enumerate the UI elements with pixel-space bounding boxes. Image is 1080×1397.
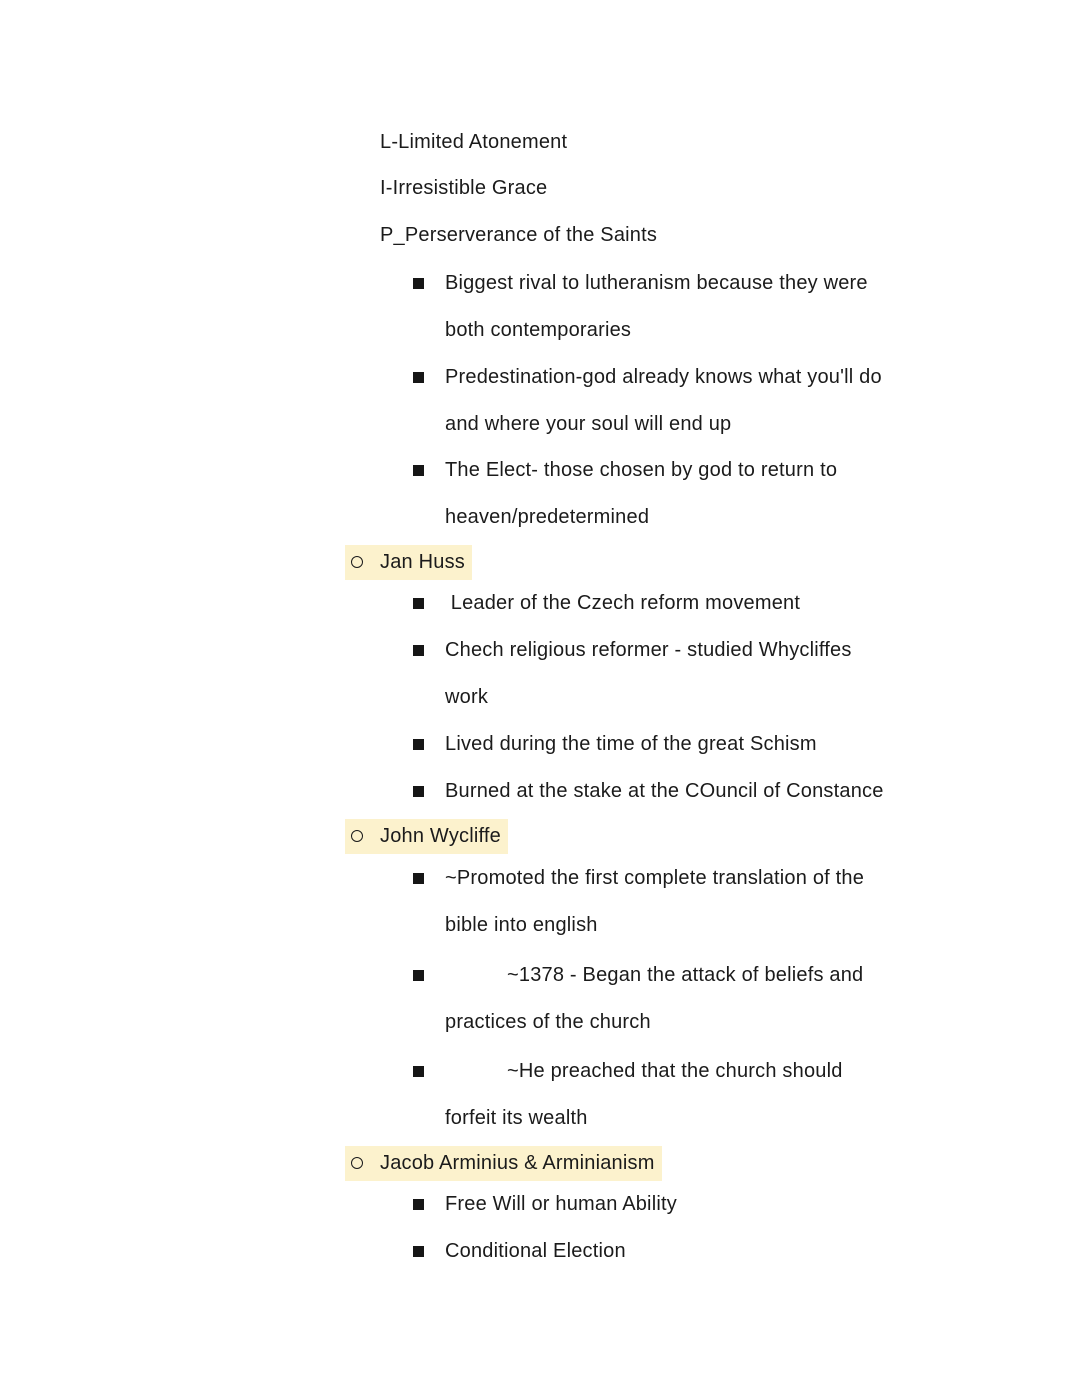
list-line-continuation [445, 682, 488, 712]
line-text: ~1378 - Began the attack of beliefs and [507, 963, 864, 986]
heading-john-wycliffe [345, 821, 508, 851]
list-line [413, 960, 863, 990]
list-line-perserverance [380, 220, 657, 250]
list-line-limited-atonement [380, 127, 567, 157]
line-text: ~Promoted the first complete translation of the [445, 866, 865, 889]
circle-bullet-icon [351, 1157, 363, 1169]
heading-jan-huss [345, 547, 472, 577]
list-line [413, 729, 817, 759]
line-text: forfeit its wealth [445, 1106, 588, 1129]
line-text: I-Irresistible Grace [380, 176, 548, 199]
square-bullet-icon [413, 1199, 424, 1210]
line-text: and where your soul will end up [445, 412, 732, 435]
list-line [413, 1236, 626, 1266]
line-text: John Wycliffe [380, 824, 501, 847]
line-text: Conditional Election [445, 1239, 626, 1262]
square-bullet-icon [413, 970, 424, 981]
list-line-continuation [445, 409, 731, 439]
line-text: practices of the church [445, 1010, 651, 1033]
line-text: ~He preached that the church should [507, 1059, 843, 1082]
list-line [413, 863, 864, 893]
square-bullet-icon [413, 1066, 424, 1077]
circle-bullet-icon [351, 556, 363, 568]
square-bullet-icon [413, 786, 424, 797]
square-bullet-icon [413, 372, 424, 383]
line-text: Jan Huss [380, 550, 465, 573]
circle-bullet-icon [351, 830, 363, 842]
square-bullet-icon [413, 873, 424, 884]
line-text: L-Limited Atonement [380, 130, 568, 153]
line-text: Jacob Arminius & Arminianism [380, 1151, 655, 1174]
square-bullet-icon [413, 598, 424, 609]
square-bullet-icon [413, 465, 424, 476]
line-text: Biggest rival to lutheranism because they were [445, 271, 868, 294]
highlight-span [345, 819, 508, 854]
list-line [413, 1056, 843, 1086]
list-line-continuation [445, 910, 598, 940]
list-line-irresistible-grace [380, 173, 547, 203]
highlight-span [345, 1146, 662, 1181]
heading-jacob-arminius [345, 1148, 662, 1178]
list-line [413, 588, 800, 618]
list-line-continuation [445, 315, 631, 345]
list-line [413, 268, 868, 298]
list-line-continuation [445, 1007, 651, 1037]
line-text: P_Perserverance of the Saints [380, 223, 658, 246]
square-bullet-icon [413, 278, 424, 289]
list-line [413, 776, 884, 806]
line-text: bible into english [445, 913, 598, 936]
line-text: Leader of the Czech reform movement [445, 591, 801, 614]
line-text: Free Will or human Ability [445, 1192, 677, 1215]
line-text: Chech religious reformer - studied Whycliffes [445, 638, 852, 661]
list-line [413, 362, 882, 392]
list-line [413, 1189, 677, 1219]
line-text: Burned at the stake at the COuncil of Constance [445, 779, 884, 802]
line-text: Predestination-god already knows what you'll do [445, 365, 882, 388]
list-line-continuation [445, 1103, 588, 1133]
square-bullet-icon [413, 1246, 424, 1257]
list-line [413, 635, 852, 665]
list-line [413, 455, 837, 485]
line-text: Lived during the time of the great Schism [445, 732, 817, 755]
square-bullet-icon [413, 739, 424, 750]
line-text: both contemporaries [445, 318, 632, 341]
highlight-span [345, 545, 472, 580]
line-text: The Elect- those chosen by god to return to [445, 458, 838, 481]
line-text: work [445, 685, 489, 708]
line-text: heaven/predetermined [445, 505, 650, 528]
square-bullet-icon [413, 645, 424, 656]
list-line-continuation [445, 502, 649, 532]
